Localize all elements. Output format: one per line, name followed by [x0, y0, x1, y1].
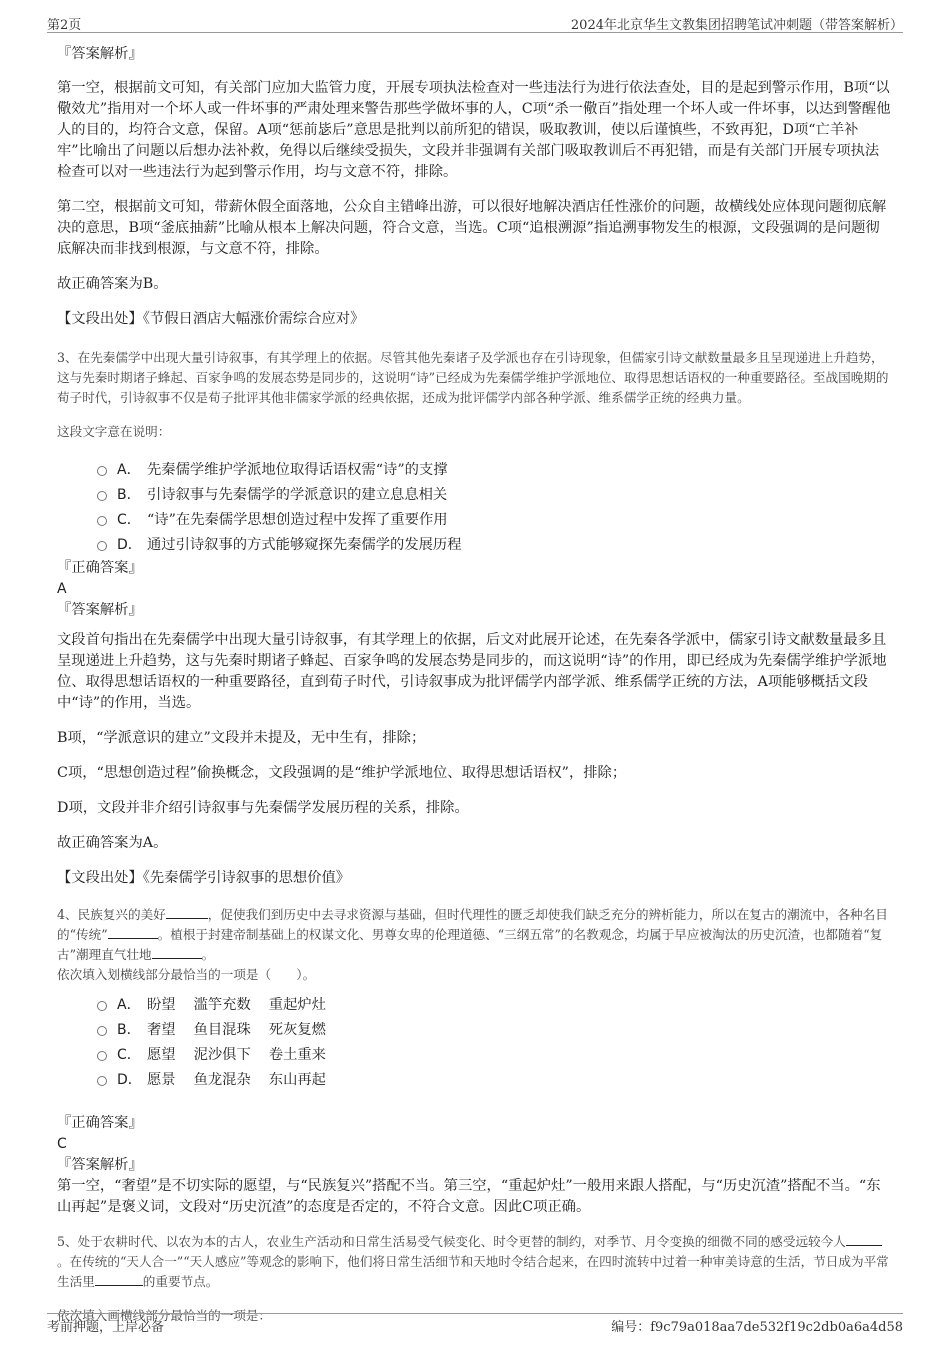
footer-slogan: 考前押题，上岸必备: [47, 1320, 165, 1335]
question-prompt: 依次填入划横线部分最恰当的一项是（ ）。: [57, 967, 316, 982]
answer-label: 『正确答案』: [57, 1115, 143, 1131]
option-a[interactable]: A． 盼望 滥竽充数 重起炉灶: [97, 991, 893, 1016]
fill-blank: [152, 946, 202, 959]
option-list: [57, 456, 893, 556]
option-list: [57, 991, 893, 1091]
question-prompt: 这段文字意在说明：: [57, 424, 171, 439]
fill-blank: [95, 1273, 143, 1286]
analysis-paragraph: D项，文段并非介绍引诗叙事与先秦儒学发展历程的关系，排除。: [57, 800, 469, 816]
radio-button-icon[interactable]: [97, 1001, 107, 1011]
question-stem: 3、在先秦儒学中出现大量引诗叙事，有其学理上的依据。尽管其他先秦诸子及学派也存在引诗现象，但儒家引诗文献数量最多且呈现递进上升趋势，这与先秦时期诸子蜂起、百家争鸣的发展态势是同步的，这说明“诗”已经成为先秦儒学维护学派地位、取得思想话语权的一种重要路径。至战国晚期的荀子时代，引诗叙事不仅是荀子批评其他非儒家学派的经典依据，还成为批评儒学内部各种学派、维系儒学正统的经典力量。: [57, 350, 889, 405]
page-number: 第2页: [47, 18, 82, 33]
option-b[interactable]: B． 奢望 鱼目混珠 死灰复燃: [97, 1016, 893, 1041]
radio-button-icon[interactable]: [97, 516, 107, 526]
correct-answer: A: [57, 581, 67, 597]
option-a[interactable]: A． 先秦儒学维护学派地位取得话语权需“诗”的支撑: [97, 456, 893, 481]
radio-button-icon[interactable]: [97, 1026, 107, 1036]
analysis-paragraph: 第二空，根据前文可知，带薪休假全面落地，公众自主错峰出游，可以很好地解决酒店任性涨价的问题，故横线处应体现问题彻底解决的意思，B项“釜底抽薪”比喻从根本上解决问题，符合文意，当选。C项“追根溯源”指追溯事物发生的根源，文段强调的是问题彻底解决而非找到根源，与文意不符，排除。: [57, 199, 887, 257]
document-code: 编号：f9c79a018aa7de532f19c2db0a6a4d58: [611, 1320, 903, 1335]
fill-blank: [108, 926, 158, 939]
analysis-label: 『答案解析』: [57, 602, 143, 618]
option-d[interactable]: D． 愿景 鱼龙混杂 东山再起: [97, 1066, 893, 1091]
analysis-paragraph: 文段首句指出在先秦儒学中出现大量引诗叙事，有其学理上的依据，后文对此展开论述，在先秦各学派中，儒家引诗文献数量最多且呈现递进上升趋势，这与先秦时期诸子蜂起、百家争鸣的发展态势是同步的，而这说明“诗”的作用，即已经成为先秦儒学维护学派地位、取得思想话语权的一种重要路径，直到荀子时代，引诗叙事成为批评儒学内部学派、维系儒学正统的方法，A项能够概括文段中“诗”的作用，当选。: [57, 632, 887, 711]
document-title: 2024年北京华生文教集团招聘笔试冲刺题（带答案解析）: [570, 18, 903, 33]
correct-answer: C: [57, 1136, 67, 1152]
source-citation: 【文段出处】《节假日酒店大幅涨价需综合应对》: [57, 311, 365, 327]
page-footer: [47, 1313, 903, 1334]
page-header: [47, 12, 903, 33]
fill-blank: [166, 906, 208, 919]
radio-button-icon[interactable]: [97, 1051, 107, 1061]
option-b[interactable]: B． 引诗叙事与先秦儒学的学派意识的建立息息相关: [97, 481, 893, 506]
document-body: [57, 44, 893, 1326]
source-citation: 【文段出处】《先秦儒学引诗叙事的思想价值》: [57, 870, 351, 886]
question-stem: 4、民族复兴的美好 ，促使我们到历史中去寻求资源与基础，但时代理性的匮乏却使我们缺乏充分的辨析能力，所以在复古的潮流中，各种名目的“传统” 。植根于封建帝制基础上的权谋文化、男尊女卑的伦理道德、“三纲五常”的名教观念，均属于早应被淘汰的历史沉渣，也都随着“复古”潮理直气壮地 。: [57, 907, 888, 962]
radio-button-icon[interactable]: [97, 491, 107, 501]
question-prompt: 依次填入画横线部分最恰当的一项是：: [57, 1308, 272, 1323]
radio-button-icon[interactable]: [97, 541, 107, 551]
analysis-paragraph: 第一空，根据前文可知，有关部门应加大监管力度，开展专项执法检查对一些违法行为进行依法查处，目的是起到警示作用，B项“以儆效尤”指用对一个坏人或一件坏事的严肃处理来警告那些学做坏事的人，C项“杀一儆百”指处理一个坏人或一件坏事，以达到警醒他人的目的，均符合文意，保留。A项“惩前毖后”意思是批判以前所犯的错误，吸取教训，使以后谨慎些，不致再犯，D项“亡羊补牢”比喻出了问题以后想办法补救，免得以后继续受损失，文段并非强调有关部门吸取教训后不再犯错，而是有关部门开展专项执法检查可以对一些违法行为起到警示作用，均与文意不符，排除。: [57, 80, 891, 180]
question-stem: 5、处于农耕时代、以农为本的古人，农业生产活动和日常生活易受气候变化、时令更替的制约，对季节、月令变换的细微不同的感受远较今人。在传统的“天人合一”“天人感应”等观念的影响下，他们将日常生活细节和天地时令结合起来，在四时流转中过着一种审美诗意的生活，节日成为平常生活里 的重要节点。: [57, 1234, 889, 1289]
radio-button-icon[interactable]: [97, 466, 107, 476]
analysis-paragraph: B项，“学派意识的建立”文段并未提及，无中生有，排除；: [57, 730, 426, 746]
analysis-paragraph: 第一空，“奢望”是不切实际的愿望，与“民族复兴”搭配不当。第三空，“重起炉灶”一般用来跟人搭配，与“历史沉渣”搭配不当。“东山再起”是褒义词，文段对“历史沉渣”的态度是否定的，不符合文意。因此C项正确。: [57, 1178, 881, 1215]
radio-button-icon[interactable]: [97, 1076, 107, 1086]
analysis-label: 『答案解析』: [57, 46, 143, 62]
option-c[interactable]: C． “诗”在先秦儒学思想创造过程中发挥了重要作用: [97, 506, 893, 531]
analysis-paragraph: C项，“思想创造过程”偷换概念，文段强调的是“维护学派地位、取得思想话语权”，排除；: [57, 765, 627, 781]
analysis-conclusion: 故正确答案为B。: [57, 276, 168, 292]
analysis-conclusion: 故正确答案为A。: [57, 835, 168, 851]
fill-blank: [846, 1233, 882, 1246]
analysis-label: 『答案解析』: [57, 1157, 143, 1173]
option-d[interactable]: D． 通过引诗叙事的方式能够窥探先秦儒学的发展历程: [97, 531, 893, 556]
option-c[interactable]: C． 愿望 泥沙俱下 卷土重来: [97, 1041, 893, 1066]
answer-label: 『正确答案』: [57, 560, 143, 576]
